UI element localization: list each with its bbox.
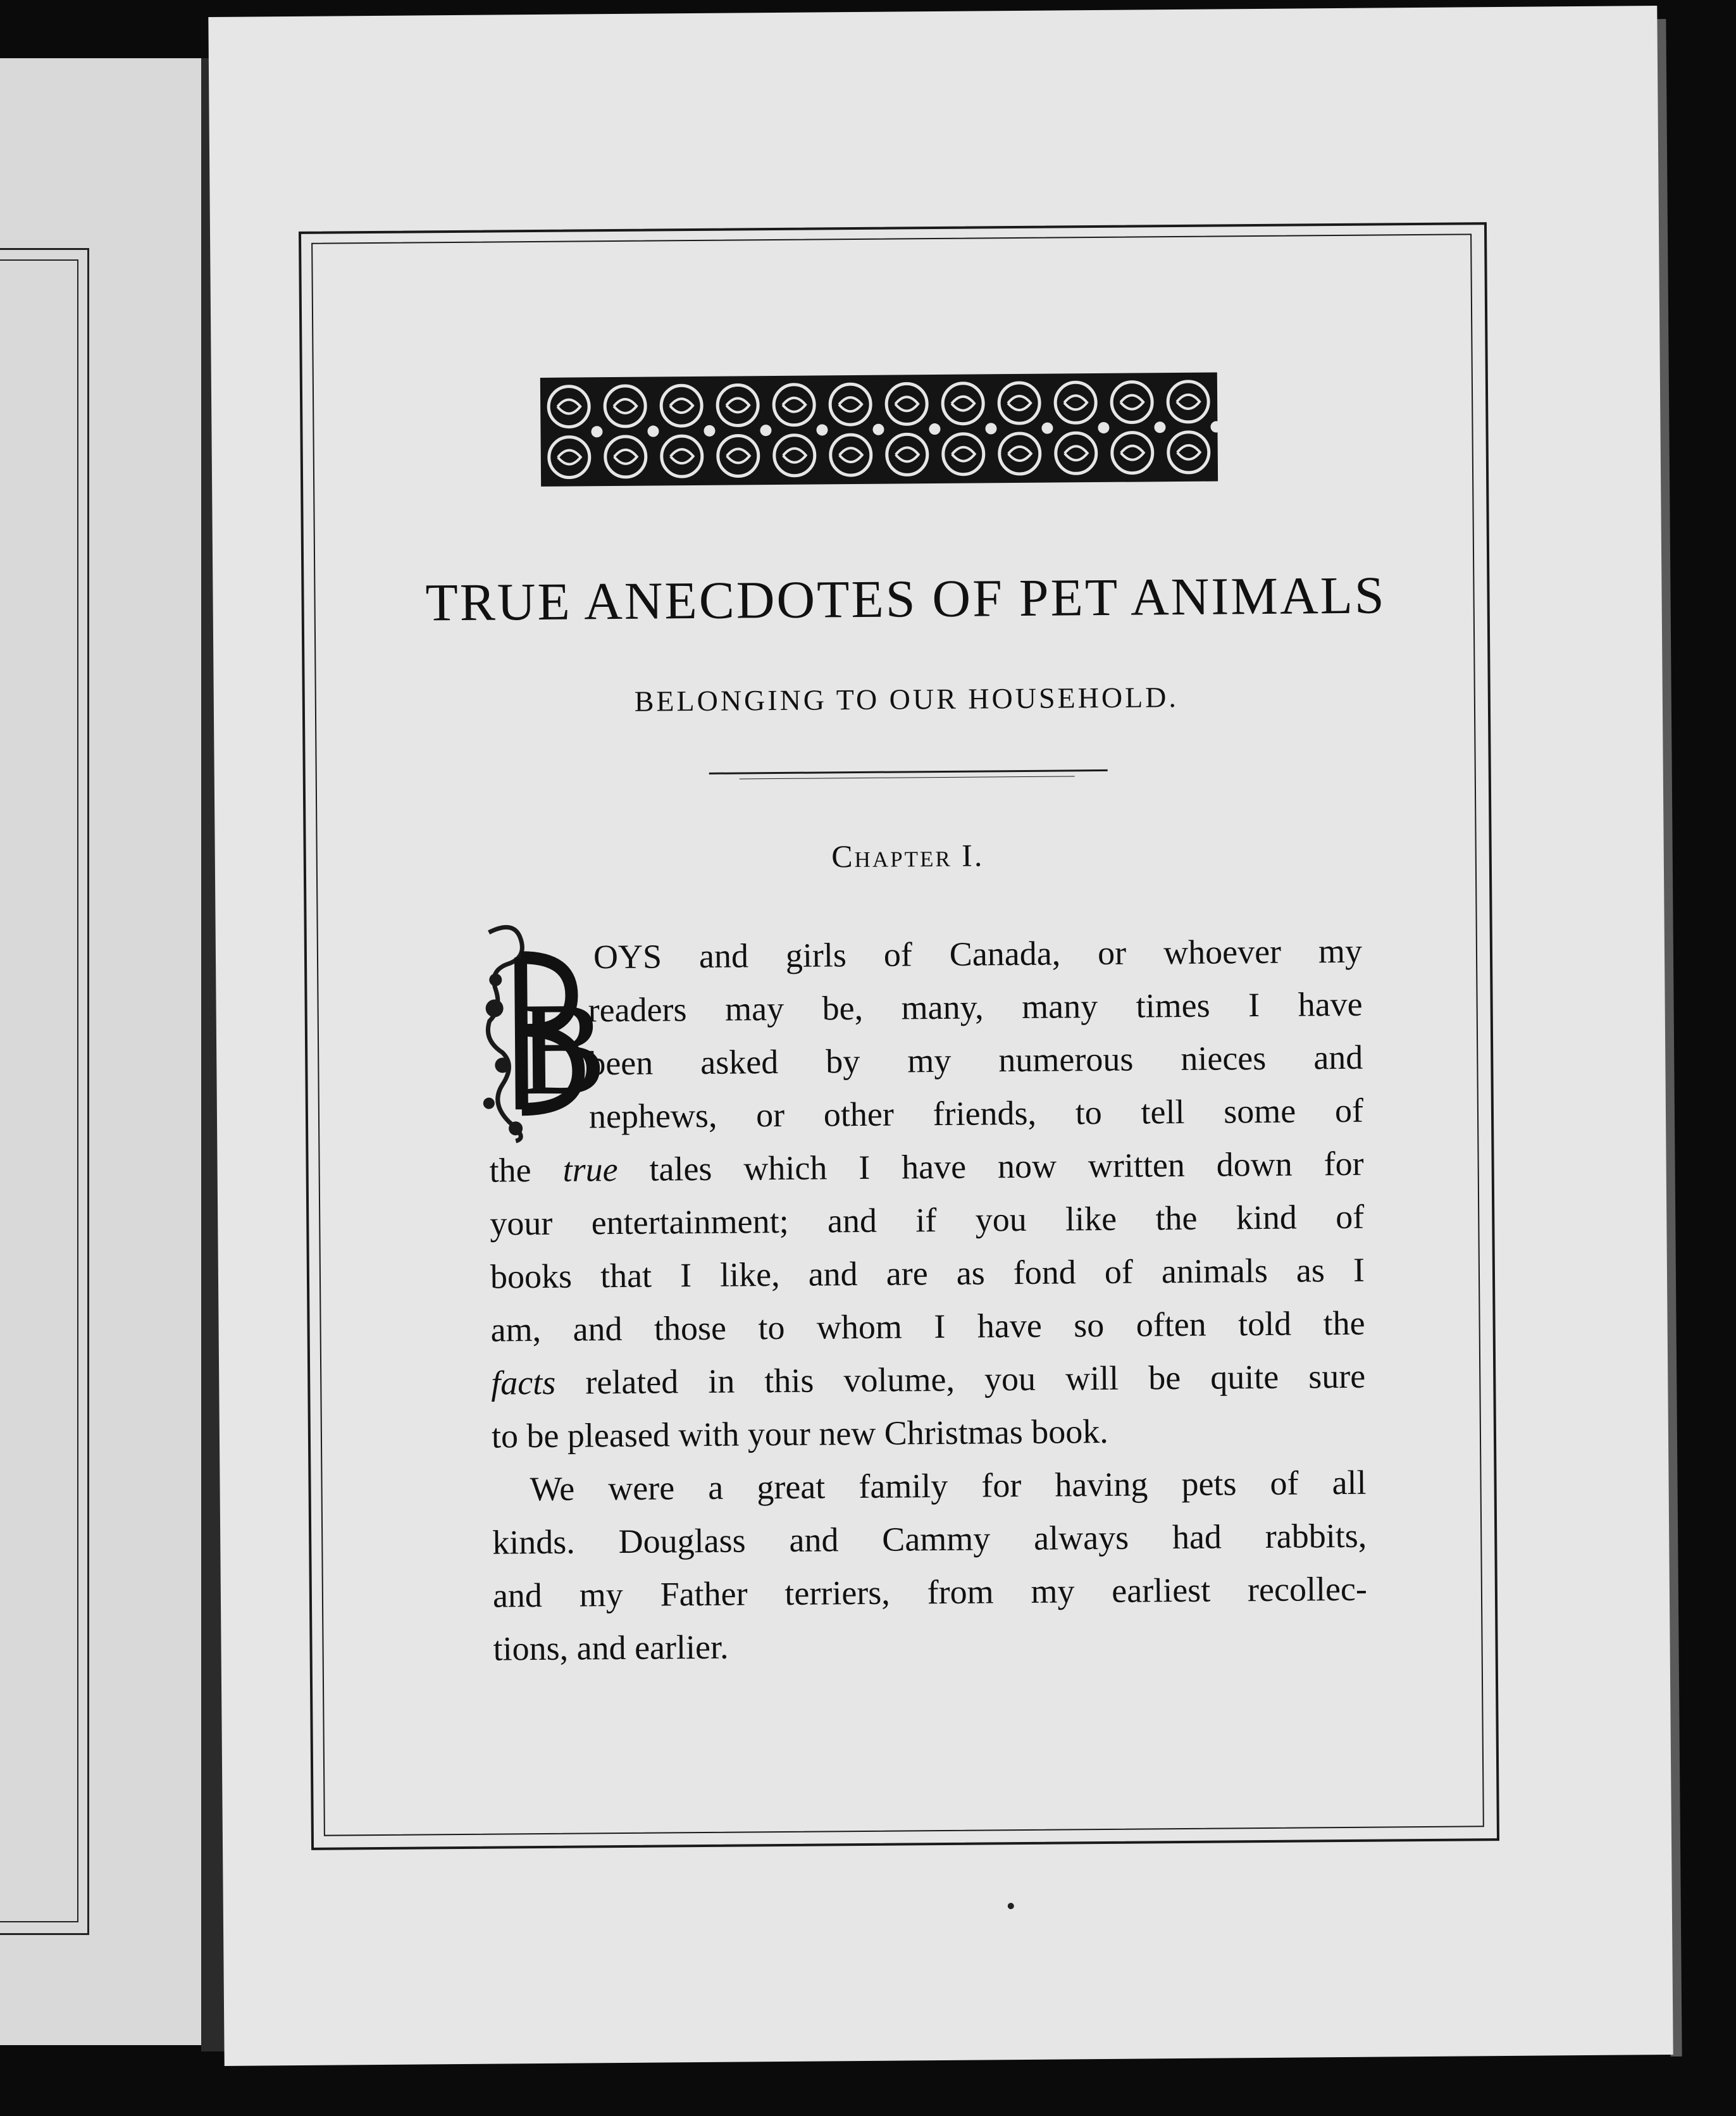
paragraph2-line4: tions, and earlier. [493, 1627, 729, 1668]
paragraph1-line8: am, and those to whom I have so often told the [490, 1304, 1365, 1349]
book-page [208, 6, 1673, 2066]
book-subtitle: BELONGING TO OUR HOUSEHOLD. [634, 681, 1179, 718]
paragraph1-line2: readers may be, many, many times I have [588, 985, 1363, 1030]
paragraph1-line4: nephews, or other friends, to tell some of [588, 1091, 1364, 1136]
decorated-initial-b-icon [476, 919, 607, 1144]
paragraph1-line9: facts related in this volume, you will be quite sure [491, 1357, 1366, 1402]
paragraph1-line5: the true tales which I have now written down for [489, 1144, 1364, 1190]
paragraph1-line7: books that I like, and are as fond of animals as I [490, 1250, 1365, 1296]
chapter-heading: Chapter I. [831, 837, 984, 874]
paragraph2-line2: kinds. Douglass and Cammy always had rabbits, [492, 1516, 1367, 1562]
paragraph2-line1: We were a great family for having pets of all [530, 1463, 1367, 1509]
facing-page-frame-inner [0, 259, 78, 1922]
paragraph1-line3: been asked by my numerous nieces and [588, 1038, 1363, 1083]
svg-text:B: B [517, 975, 607, 1123]
book-title: TRUE ANECDOTES OF PET ANIMALS [425, 566, 1387, 633]
paragraph1-line1: OYS and girls of Canada, or whoever my [593, 931, 1363, 976]
paragraph1-line6: your entertainment; and if you like the kind of [490, 1197, 1365, 1243]
ink-speck [1008, 1903, 1014, 1909]
facing-page-left [0, 58, 201, 2045]
paragraph1-line10: to be pleased with your new Christmas book. [491, 1412, 1109, 1455]
paragraph2-line3: and my Father terriers, from my earliest recollec- [492, 1569, 1368, 1615]
ornamental-headpiece-icon [540, 364, 1218, 495]
